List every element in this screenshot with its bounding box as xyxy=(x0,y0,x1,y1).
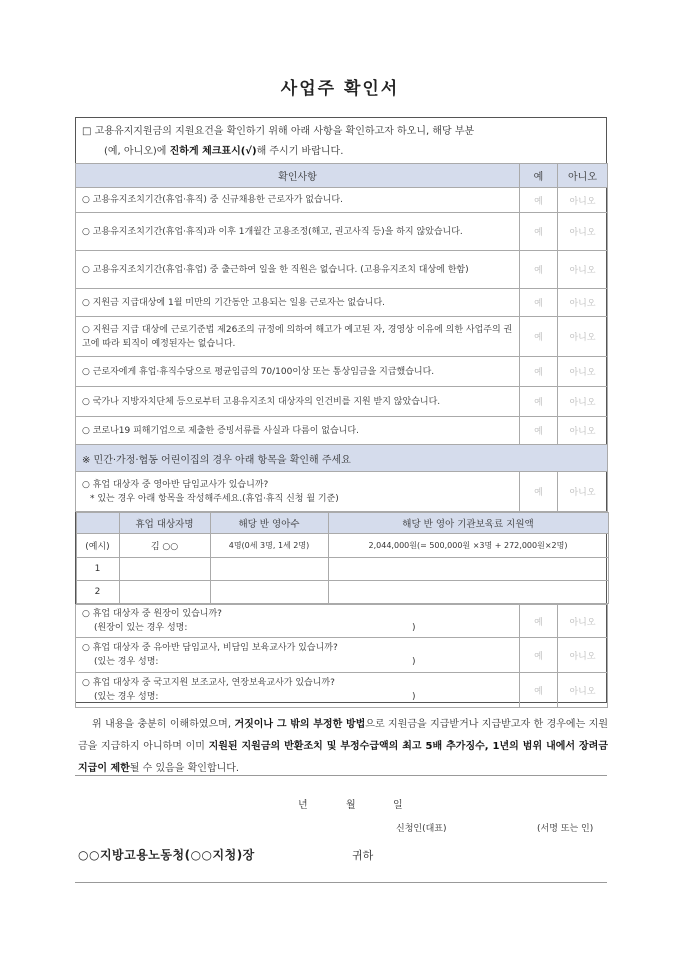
declaration-paragraph xyxy=(78,714,608,780)
q2-line2 xyxy=(82,621,513,635)
header-no: 아니오 xyxy=(558,164,608,188)
no-checkbox[interactable]: 아니오 xyxy=(558,317,608,357)
addressee-agency: ○○지방고용노동청(○○지청)장 xyxy=(78,848,255,862)
sub-cell: (예시) xyxy=(76,534,119,558)
sub-cell: 2 xyxy=(76,581,119,604)
yes-checkbox[interactable]: 예 xyxy=(520,357,558,387)
row-text: ○ 코로나19 피해기업으로 제출한 증빙서류를 사실과 다름이 없습니다. xyxy=(76,417,520,445)
daycare-q1-line2: * 있는 경우 아래 항목을 작성해주세요.(휴업·휴직 신청 월 기준) xyxy=(90,493,339,504)
sub-cell: 2,044,000원(= 500,000원 ×3명 + 272,000원×2명) xyxy=(328,534,608,558)
yes-checkbox[interactable]: 예 xyxy=(520,251,558,289)
no-checkbox[interactable]: 아니오 xyxy=(558,387,608,417)
table-row xyxy=(76,289,608,317)
decl-part2: 으로 지원금을 지급받거나 지급받고자 한 경우에는 지원금을 지급하지 아니하며 이미 xyxy=(78,719,608,752)
subtable-row xyxy=(76,512,608,605)
subtable-cell xyxy=(76,512,608,605)
subtable-header xyxy=(76,513,608,534)
q3-close: ) xyxy=(412,657,416,667)
table-row xyxy=(76,472,608,512)
yes-checkbox[interactable]: 예 xyxy=(520,638,558,673)
sub-input[interactable] xyxy=(328,558,608,581)
no-checkbox[interactable]: 아니오 xyxy=(558,251,608,289)
q4-line1: ○ 휴업 대상자 중 국고지원 보조교사, 연장보육교사가 있습니까? xyxy=(82,678,335,688)
row-text: ○ 고용유지조치기간(휴업·휴직)과 이후 1개월간 고용조정(해고, 권고사직 등)을 하지 않았습니다. xyxy=(76,213,520,251)
decl-bold2: 지원된 지원금의 반환조치 및 부정수급액의 최고 5배 추가징수, 1년의 범위 내에서 장려금 지급이 제한 xyxy=(78,741,608,774)
q4-line2 xyxy=(82,690,513,704)
table-row xyxy=(76,213,608,251)
sub-cell: 김 ○○ xyxy=(119,534,210,558)
intro-line2 xyxy=(82,142,602,162)
intro-line1: □ 고용유지지원금의 지원요건을 확인하기 위해 아래 사항을 확인하고자 하오니, 해당 부분 xyxy=(82,126,475,137)
q2-close: ) xyxy=(412,623,416,633)
yes-checkbox[interactable]: 예 xyxy=(520,188,558,213)
row-text: ○ 지원금 지급 대상에 근로기준법 제26조의 규정에 의하여 해고가 예고된 자, 경영상 이유에 의한 사업주의 권고에 따라 퇴직이 예정된자는 없습니다. xyxy=(76,317,520,357)
decl-bold1: 거짓이나 그 밖의 부정한 방법 xyxy=(234,719,366,730)
date-month: 월 xyxy=(346,800,356,811)
sub-input[interactable] xyxy=(119,581,210,604)
daycare-notice-row xyxy=(76,445,608,472)
date-day: 일 xyxy=(393,800,403,811)
confirmation-table xyxy=(75,163,608,708)
sub-header-cell: 휴업 대상자명 xyxy=(119,513,210,534)
divider xyxy=(75,882,607,883)
row-text: ○ 국가나 지방자치단체 등으로부터 고용유지조치 대상자의 인건비를 지원 받지 않았습니다. xyxy=(76,387,520,417)
sub-header-cell: 해당 반 영아수 xyxy=(210,513,328,534)
no-checkbox[interactable]: 아니오 xyxy=(558,605,608,638)
sign-hint[interactable]: (서명 또는 인) xyxy=(537,824,594,834)
q2-line2-text: (원장이 있는 경우 성명: xyxy=(94,623,188,633)
sub-header-cell: 해당 반 영아 기관보육료 지원액 xyxy=(328,513,608,534)
row-text: ○ 근로자에게 휴업·휴직수당으로 평균임금의 70/100이상 또는 통상임금을 지급했습니다. xyxy=(76,357,520,387)
no-checkbox[interactable]: 아니오 xyxy=(558,188,608,213)
no-checkbox[interactable]: 아니오 xyxy=(558,638,608,673)
sub-input[interactable] xyxy=(210,558,328,581)
no-checkbox[interactable]: 아니오 xyxy=(558,673,608,708)
daycare-notice: ※ 민간·가정·협동 어린이집의 경우 아래 항목을 확인해 주세요 xyxy=(76,445,608,472)
table-row xyxy=(76,638,608,673)
q3-line2-text: (있는 경우 성명: xyxy=(94,657,159,667)
q2-line1: ○ 휴업 대상자 중 원장이 있습니까? xyxy=(82,609,222,619)
table-row xyxy=(76,317,608,357)
q3-line1: ○ 휴업 대상자 중 유아반 담임교사, 비담임 보육교사가 있습니까? xyxy=(82,643,338,653)
intro-text xyxy=(82,122,602,162)
sub-cell: 1 xyxy=(76,558,119,581)
yes-checkbox[interactable]: 예 xyxy=(520,387,558,417)
q4-close: ) xyxy=(412,692,416,702)
intro-line2-post: 해 주시기 바랍니다. xyxy=(256,146,344,157)
table-row xyxy=(76,558,608,581)
daycare-q1-line1: ○ 휴업 대상자 중 영아반 담임교사가 있습니까? xyxy=(82,479,269,490)
yes-checkbox[interactable]: 예 xyxy=(520,472,558,512)
table-header xyxy=(76,164,608,188)
table-row xyxy=(76,417,608,445)
daycare-q1 xyxy=(76,472,520,512)
decl-part3: 될 수 있음을 확인합니다. xyxy=(129,763,240,774)
row-text: ○ 고용유지조치기간(휴업·휴직) 중 신규채용한 근로자가 없습니다. xyxy=(76,188,520,213)
sub-input[interactable] xyxy=(328,581,608,604)
intro-line2-bold: 진하게 체크표시(√) xyxy=(169,146,257,157)
intro-line2-pre: (예, 아니오)에 xyxy=(104,146,170,157)
no-checkbox[interactable]: 아니오 xyxy=(558,289,608,317)
q3-line2 xyxy=(82,655,513,669)
header-yes: 예 xyxy=(520,164,558,188)
no-checkbox[interactable]: 아니오 xyxy=(558,357,608,387)
teacher-subtable xyxy=(76,512,609,604)
table-row xyxy=(76,673,608,708)
sub-cell: 4명(0세 3명, 1세 2명) xyxy=(210,534,328,558)
decl-part1: 위 내용을 충분히 이해하였으며, xyxy=(92,719,235,730)
daycare-q3 xyxy=(76,638,520,673)
no-checkbox[interactable]: 아니오 xyxy=(558,213,608,251)
table-row xyxy=(76,581,608,604)
table-row xyxy=(76,387,608,417)
table-row xyxy=(76,188,608,213)
row-text: ○ 고용유지조치기간(휴업·휴업) 중 출근하여 일을 한 직원은 없습니다. (고용유지조치 대상에 한함) xyxy=(76,251,520,289)
daycare-q4 xyxy=(76,673,520,708)
sub-input[interactable] xyxy=(210,581,328,604)
yes-checkbox[interactable]: 예 xyxy=(520,417,558,445)
yes-checkbox[interactable]: 예 xyxy=(520,317,558,357)
no-checkbox[interactable]: 아니오 xyxy=(558,472,608,512)
sub-input[interactable] xyxy=(119,558,210,581)
table-row xyxy=(76,534,608,558)
sub-header-cell xyxy=(76,513,119,534)
table-row xyxy=(76,605,608,638)
yes-checkbox[interactable]: 예 xyxy=(520,289,558,317)
yes-checkbox[interactable]: 예 xyxy=(520,605,558,638)
divider xyxy=(75,775,607,776)
table-row xyxy=(76,251,608,289)
no-checkbox[interactable]: 아니오 xyxy=(558,417,608,445)
q4-line2-text: (있는 경우 성명: xyxy=(94,692,159,702)
header-item: 확인사항 xyxy=(76,164,520,188)
addressee-honorific: 귀하 xyxy=(352,849,374,862)
yes-checkbox[interactable]: 예 xyxy=(520,673,558,708)
page-title: 사업주 확인서 xyxy=(280,79,400,99)
applicant-label: 신청인(대표) xyxy=(396,824,447,834)
daycare-q2 xyxy=(76,605,520,638)
table-row xyxy=(76,357,608,387)
date-year: 년 xyxy=(298,800,308,811)
row-text: ○ 지원금 지급대상에 1월 미만의 기간동안 고용되는 일용 근로자는 없습니다. xyxy=(76,289,520,317)
yes-checkbox[interactable]: 예 xyxy=(520,213,558,251)
